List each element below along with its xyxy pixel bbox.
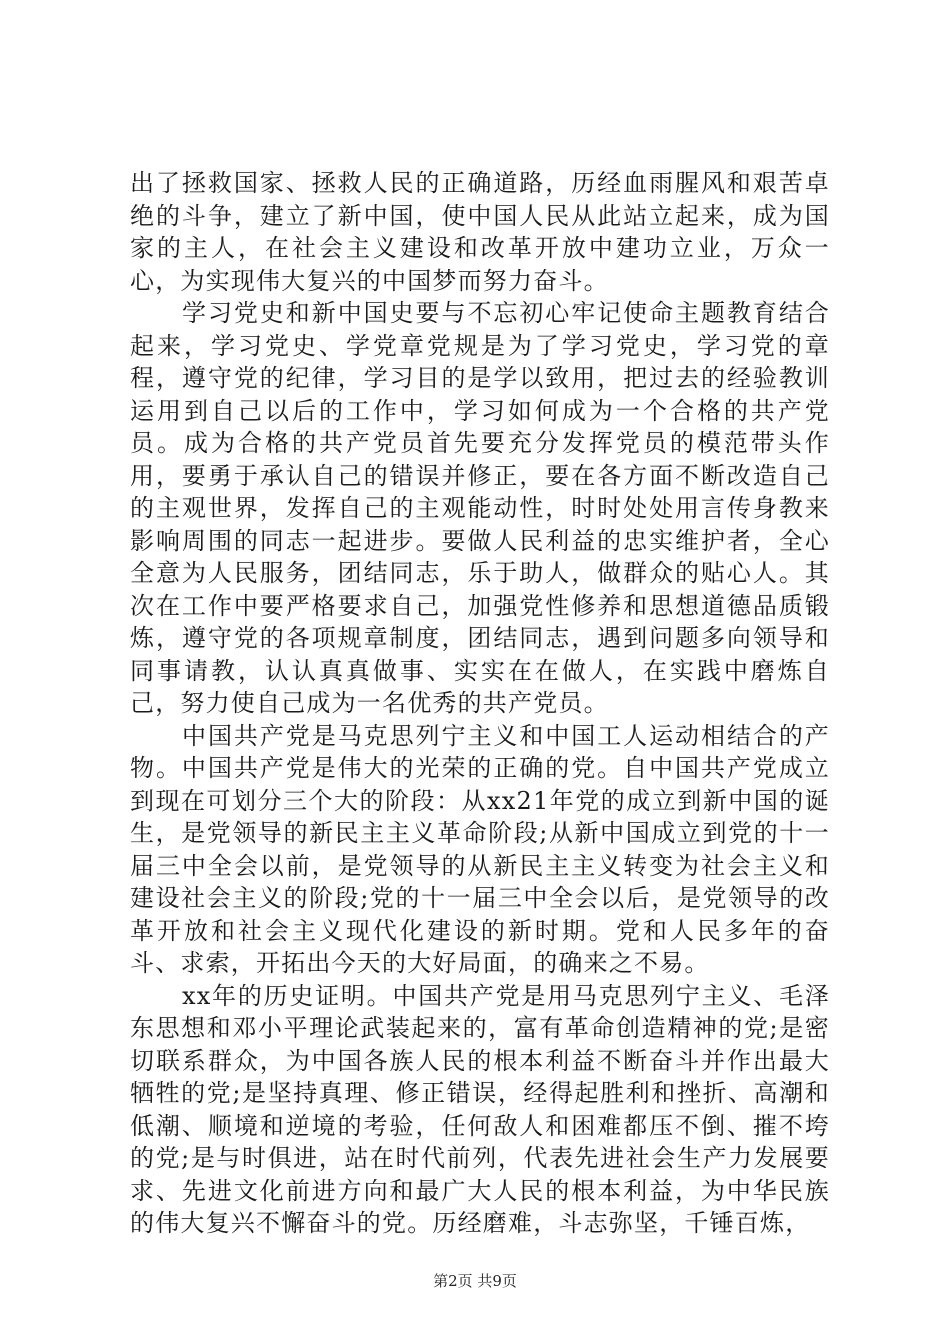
- page-number-footer: 第2页 共9页: [433, 1272, 517, 1290]
- paragraph-3: 中国共产党是马克思列宁主义和中国工人运动相结合的产物。中国共产党是伟大的光荣的正确的党。自中国共产党成立到现在可划分三个大的阶段：从xx21年党的成立到新中国的诞生，是党领导的新民主主义革命阶段;从新中国成立到党的十一届三中全会以前，是党领导的从新民主主义转变为社会主义和建设社会主义的阶段;党的十一届三中全会以后，是党领导的改革开放和社会主义现代化建设的新时期。党和人民多年的奋斗、求索，开拓出今天的大好局面，的确来之不易。: [130, 721, 830, 977]
- document-body: [130, 167, 830, 1240]
- paragraph-4: xx年的历史证明。中国共产党是用马克思列宁主义、毛泽东思想和邓小平理论武装起来的，富有革命创造精神的党;是密切联系群众，为中国各族人民的根本利益不断奋斗并作出最大牺牲的党;是坚持真理、修正错误，经得起胜利和挫折、高潮和低潮、顺境和逆境的考验，任何敌人和困难都压不倒、摧不垮的党;是与时俱进，站在时代前列，代表先进社会生产力发展要求、先进文化前进方向和最广大人民的根本利益，为中华民族的伟大复兴不懈奋斗的党。历经磨难，斗志弥坚，千锤百炼，: [130, 981, 830, 1237]
- paragraph-2: 学习党史和新中国史要与不忘初心牢记使命主题教育结合起来，学习党史、学党章党规是为了学习党史，学习党的章程，遵守党的纪律，学习目的是学以致用，把过去的经验教训运用到自己以后的工作中，学习如何成为一个合格的共产党员。成为合格的共产党员首先要充分发挥党员的模范带头作用，要勇于承认自己的错误并修正，要在各方面不断改造自己的主观世界，发挥自己的主观能动性，时时处处用言传身教来影响周围的同志一起进步。要做人民利益的忠实维护者，全心全意为人民服务，团结同志，乐于助人，做群众的贴心人。其次在工作中要严格要求自己，加强党性修养和思想道德品质锻炼，遵守党的各项规章制度，团结同志，遇到问题多向领导和同事请教，认认真真做事、实实在在做人，在实践中磨炼自己，努力使自己成为一名优秀的共产党员。: [130, 299, 830, 717]
- paragraph-1: 出了拯救国家、拯救人民的正确道路，历经血雨腥风和艰苦卓绝的斗争，建立了新中国，使中国人民从此站立起来，成为国家的主人，在社会主义建设和改革开放中建功立业，万众一心，为实现伟大复兴的中国梦而努力奋斗。: [130, 169, 830, 295]
